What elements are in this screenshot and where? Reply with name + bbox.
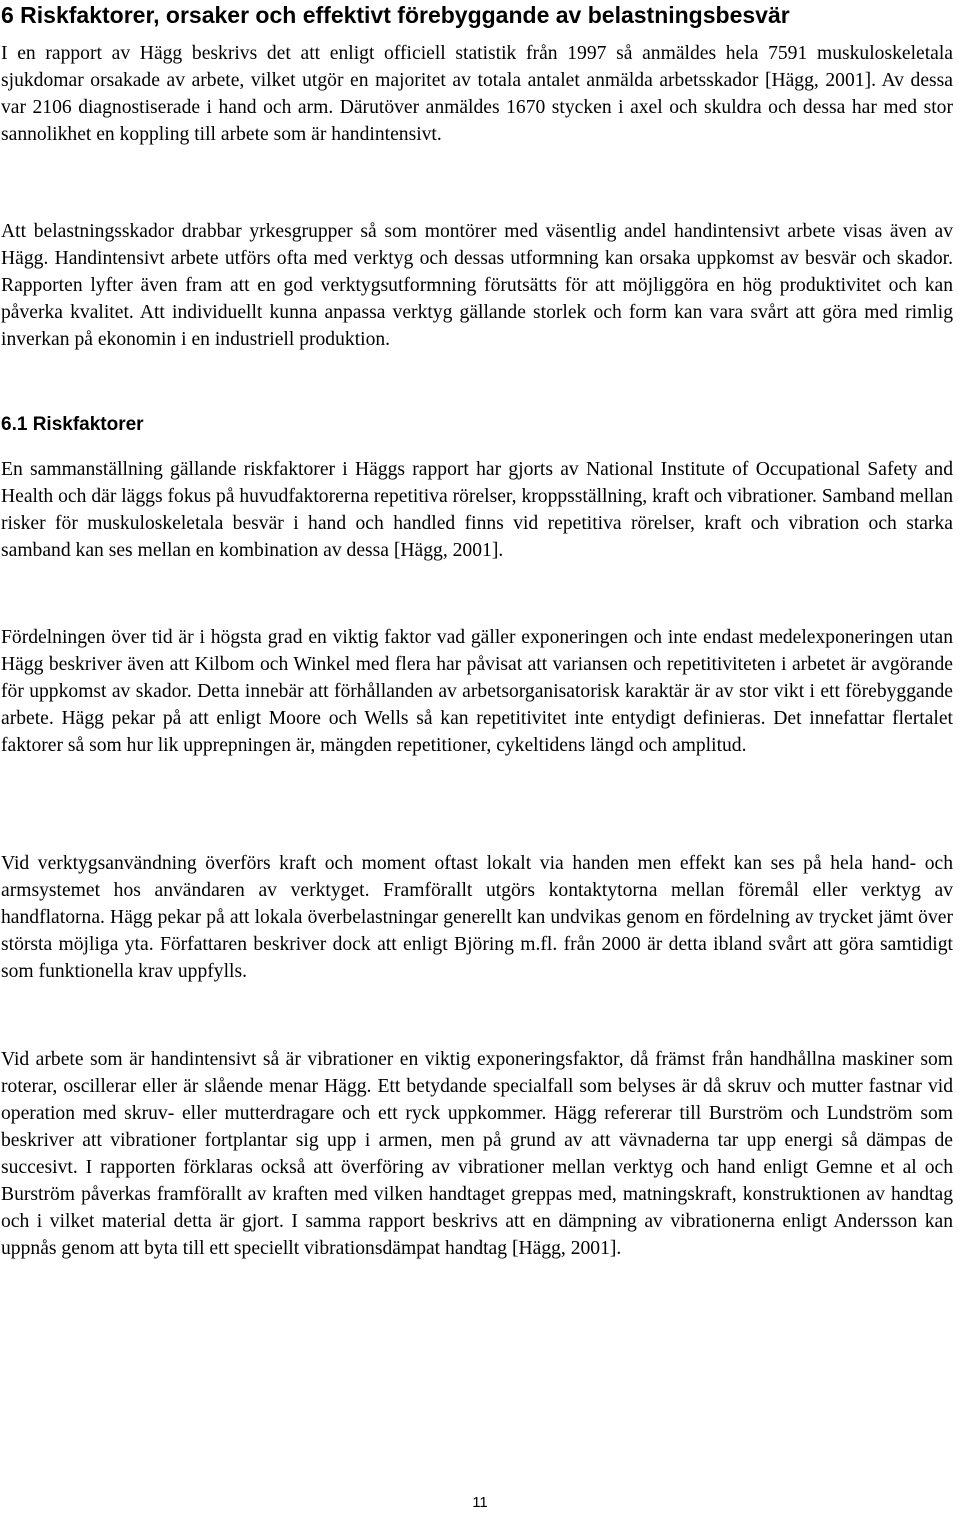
paragraph-tool-force: Vid verktygsanvändning överförs kraft och moment oftast lokalt via handen men effekt kan ses på hela hand- och armsystemet hos användaren av verktyget. Framförallt utgörs kontaktytorna mellan föremål eller verktyg av handflatorna. Hägg pekar på att lokala överbelastningar generellt kan undvikas genom en fördelning av trycket jämt över största möjliga yta. Författaren beskriver dock att enligt Björing m.fl. från 2000 är detta ibland svårt att göra samtidigt som funktionella krav uppfylls. (1, 853, 953, 982)
paragraph-vibrations: Vid arbete som är handintensivt så är vibrationer en viktig exponeringsfaktor, då främst från handhållna maskiner som roterar, oscillerar eller är slående menar Hägg. Ett betydande specialfall som belyses är då skruv och mutter fastnar vid operation med skruv- eller mutterdragare och ett ryck uppkommer. Hägg refererar till Burström och Lundström som beskriver att vibrationer fortplantar sig upp i armen, men på grund av att vävnaderna tar upp energi så dämpas de succesivt. I rapporten förklaras också att överföring av vibrationer mellan verktyg och hand enligt Gemne et al och Burström påverkas framförallt av kraften med vilken handtaget greppas med, matningskraft, konstruktionen av handtag och i vilket material detta är gjort. I samma rapport beskrivs att en dämpning av vibrationerna enligt Andersson kan uppnås genom att byta till ett speciellt vibrationsdämpat handtag [Hägg, 2001]. (1, 1049, 953, 1259)
section-heading: 6 Riskfaktorer, orsaker och effektivt förebyggande av belastningsbesvär (1, 2, 790, 28)
page-number: 11 (472, 1494, 488, 1511)
paragraph-risk-summary: En sammanställning gällande riskfaktorer i Häggs rapport har gjorts av National Institute of Occupational Safety and Health och där läggs fokus på huvudfaktorerna repetitiva rörelser, kroppsställning, kraft och vibrationer. Samband mellan risker för muskuloskeletala besvär i hand och handled finns vid repetitiva rörelser, kraft och vibration och starka samband kan ses mellan en kombination av dessa [Hägg, 2001]. (1, 459, 953, 561)
paragraph-statistics: I en rapport av Hägg beskrivs det att enligt officiell statistik från 1997 så anmäldes hela 7591 muskuloskeletala sjukdomar orsakade av arbete, vilket utgör en majoritet av totala antalet anmälda arbetsskador [Hägg, 2001]. Av dessa var 2106 diagnostiserade i hand och arm. Därutöver anmäldes 1670 stycken i axel och skuldra och dessa har med stor sannolikhet en koppling till arbete som är handintensivt. (1, 43, 953, 145)
subsection-heading: 6.1 Riskfaktorer (1, 414, 144, 435)
paragraph-occupational-groups: Att belastningsskador drabbar yrkesgrupper så som montörer med väsentlig andel handintensivt arbete visas även av Hägg. Handintensivt arbete utförs ofta med verktyg och dessas utformning kan orsaka uppkomst av besvär och skador. Rapporten lyfter även fram att en god verktygsutformning förutsätts för att möjliggöra en hög produktivitet och kan påverka kvalitet. Att individuellt kunna anpassa verktyg gällande storlek och form kan vara svårt att göra med rimlig inverkan på ekonomin i en industriell produktion. (1, 221, 953, 350)
paragraph-exposure-distribution: Fördelningen över tid är i högsta grad en viktig faktor vad gäller exponeringen och inte endast medelexponeringen utan Hägg beskriver även att Kilbom och Winkel med flera har påvisat att variansen och repetitiviteten i arbetet är avgörande för uppkomst av skador. Detta innebär att förhållanden av arbetsorganisatorisk karaktär är av stor vikt i ett förebyggande arbete. Hägg pekar på att enligt Moore och Wells så kan repetitivitet inte entydigt definieras. Det innefattar flertalet faktorer så som hur lik upprepningen är, mängden repetitioner, cykeltidens längd och amplitud. (1, 627, 953, 756)
